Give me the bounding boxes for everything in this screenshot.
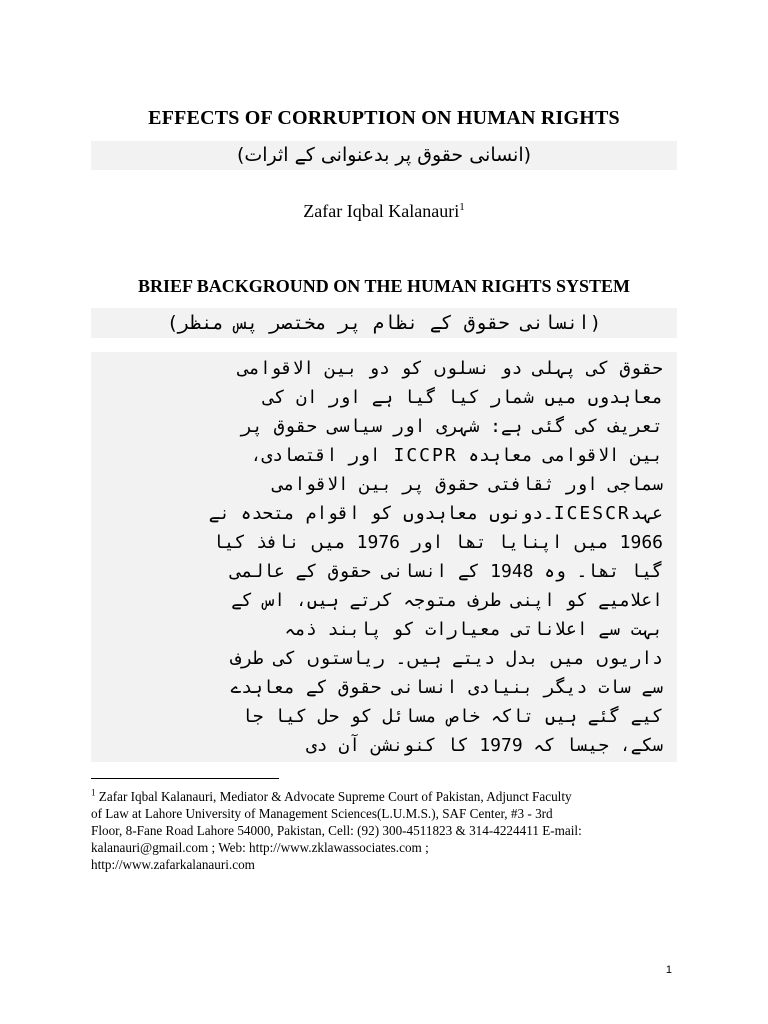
urdu-paragraph-line: تعریف کی گئی ہے: شہری اور سیاسی حقوق پر	[241, 416, 663, 437]
urdu-paragraph-line: سکے، جیسا کہ 1979 کا کنونشن آن دی	[305, 735, 663, 756]
urdu-section-heading	[91, 308, 677, 338]
urdu-paragraph	[91, 352, 677, 762]
urdu-paragraph-line: بین الاقوامی معاہدہ ICCPR اور اقتصادی،	[250, 445, 663, 466]
footnote-text: Zafar Iqbal Kalanauri, Mediator & Advocate Supreme Court of Pakistan, Adjunct Faculty	[98, 789, 572, 804]
urdu-paragraph-line: معاہدوں میں شمار کیا گیا ہے اور ان کی	[263, 387, 663, 408]
page-number: 1	[665, 964, 672, 976]
urdu-title-text: (انسانی حقوق پر بدعنوانی کے اثرات)	[236, 144, 532, 166]
urdu-paragraph-line: 1966 میں اپنایا تھا اور 1976 میں نافذ کیا	[212, 532, 663, 553]
footnote-line: of Law at Lahore University of Management Sciences(L.U.M.S.), SAF Center, #3 - 3rd	[91, 806, 553, 821]
author-name: Zafar Iqbal Kalanauri	[303, 201, 460, 221]
footnote-separator	[91, 778, 279, 779]
urdu-paragraph-line: داریوں میں بدل دیتے ہیں۔ ریاستوں کی طرف	[230, 648, 663, 669]
urdu-paragraph-line: اعلامیے کو اپنی طرف متوجہ کرتے ہیں، اس کے	[231, 590, 663, 611]
author-footnote-marker[interactable]: 1	[459, 201, 465, 213]
urdu-paragraph-line: سماجی اور ثقافتی حقوق پر بین الاقوامی	[272, 474, 663, 495]
urdu-title	[91, 141, 677, 170]
urdu-paragraph-line: گیا تھا۔ وہ 1948 کے انسانی حقوق کے عالمی	[230, 561, 663, 582]
footnote	[91, 788, 681, 873]
footnote-line[interactable]: kalanauri@gmail.com ; Web: http://www.zklawassociates.com ;	[91, 840, 429, 855]
urdu-section-heading-text: (انسانی حقوق کے نظام پر مختصر پس منظر)	[166, 312, 602, 334]
urdu-paragraph-line: سے سات دیگر بنیادی انسانی حقوق کے معاہدے	[230, 677, 663, 698]
footnote-line: Floor, 8-Fane Road Lahore 54000, Pakistan, Cell: (92) 300-4511823 & 314-4224411 E-mail:	[91, 823, 582, 838]
urdu-paragraph-line: عہدICESCR۔دونوں معاہدوں کو اقوام متحدہ نے	[208, 503, 663, 524]
author-line	[0, 201, 768, 222]
urdu-paragraph-line: حقوق کی پہلی دو نسلوں کو دو بین الاقوامی	[238, 358, 663, 379]
footnote-marker: 1	[91, 787, 96, 798]
document-title: EFFECTS OF CORRUPTION ON HUMAN RIGHTS	[148, 107, 620, 129]
footnote-line[interactable]: http://www.zafarkalanauri.com	[91, 857, 255, 872]
footnote-line	[91, 788, 681, 805]
urdu-paragraph-line: بہت سے اعلاناتی معیارات کو پابند ذمہ	[284, 619, 663, 640]
section-heading: BRIEF BACKGROUND ON THE HUMAN RIGHTS SYSTEM	[137, 276, 631, 296]
urdu-paragraph-line: کیے گئے ہیں تاکہ خاص مسائل کو حل کیا جا	[241, 706, 663, 727]
